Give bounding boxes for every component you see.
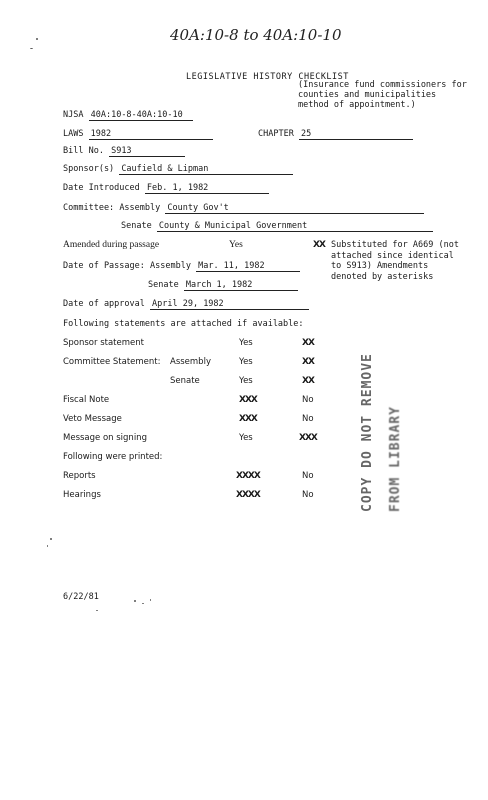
committee-assembly-value: County Gov't [165, 203, 424, 214]
passage-label: Date of Passage: [63, 261, 145, 271]
chapter-row [258, 129, 413, 140]
approval-row [63, 299, 309, 310]
stamp-line-1: COPY DO NOT REMOVE [360, 353, 375, 512]
sponsors-value: Caufield & Lipman [119, 164, 293, 175]
date-introduced-label: Date Introduced [63, 183, 140, 193]
statement-yes: Yes [239, 376, 253, 386]
statement-no: XXX [299, 433, 317, 443]
njsa-row [63, 110, 193, 121]
scan-speck [30, 48, 33, 49]
committee-row [63, 203, 424, 214]
printed-label: Reports [63, 471, 96, 481]
statement-no: XX [302, 376, 314, 386]
scan-speck [50, 538, 52, 540]
handwritten-header: 40A:10-8 to 40A:10-10 [170, 26, 342, 44]
statement-label: Committee Statement: [63, 357, 161, 367]
statement-label: Message on signing [63, 433, 147, 443]
chapter-label: CHAPTER [258, 129, 294, 139]
laws-row [63, 129, 213, 140]
statement-yes: XXX [239, 414, 257, 424]
printed-yes: XXXX [236, 490, 260, 500]
library-stamp [360, 292, 422, 512]
committee-label: Committee: [63, 203, 115, 213]
statement-yes: XXX [239, 395, 257, 405]
committee-senate-label: Senate [121, 221, 152, 231]
scan-speck [150, 599, 151, 601]
passage-senate-value: March 1, 1982 [184, 280, 298, 291]
passage-assembly-value: Mar. 11, 1982 [196, 261, 300, 272]
statement-sub: Assembly [170, 357, 211, 367]
footer-date: 6/22/81 [63, 592, 99, 602]
committee-senate-value: County & Municipal Government [157, 221, 433, 232]
scan-speck [47, 545, 48, 547]
approval-value: April 29, 1982 [150, 299, 309, 310]
page-title: LEGISLATIVE HISTORY CHECKLIST [186, 72, 349, 82]
passage-assembly-row [63, 261, 300, 272]
statement-yes: Yes [239, 433, 253, 443]
printed-yes: XXXX [236, 471, 260, 481]
statement-no: No [302, 414, 314, 424]
statement-no: XX [302, 338, 314, 348]
sponsors-row [63, 164, 293, 175]
attached-heading: Following statements are attached if available: [63, 319, 304, 329]
page-subtitle: (Insurance fund commissioners for counties and municipalities method of appointment.) [298, 80, 467, 110]
laws-value: 1982 [89, 129, 213, 140]
date-introduced-value: Feb. 1, 1982 [145, 183, 269, 194]
passage-senate-label: Senate [148, 280, 179, 290]
statement-yes: Yes [239, 338, 253, 348]
amend-note: Substituted for A669 (not attached since identical to S913) Amendments denoted by asterisks [331, 240, 459, 282]
bill-row [63, 146, 185, 157]
chapter-value: 25 [299, 129, 413, 140]
laws-label: LAWS [63, 129, 84, 139]
statement-label: Sponsor statement [63, 338, 144, 348]
sponsors-label: Sponsor(s) [63, 164, 115, 174]
committee-assembly-label: Assembly [119, 203, 161, 213]
statement-no: XX [302, 357, 314, 367]
amended-label: Amended during passage [63, 240, 160, 250]
printed-label: Hearings [63, 490, 101, 500]
statement-label: Fiscal Note [63, 395, 110, 405]
scan-speck [142, 603, 144, 604]
printed-no: No [302, 490, 314, 500]
amended-value: Yes [229, 240, 243, 250]
stamp-line-2: FROM LIBRARY [388, 406, 403, 512]
scan-speck [134, 600, 136, 602]
scan-speck [36, 38, 38, 40]
statement-sub: Senate [170, 376, 200, 386]
bill-value: S913 [109, 146, 185, 157]
committee-senate-row [121, 221, 433, 232]
date-introduced-row [63, 183, 269, 194]
approval-label: Date of approval [63, 299, 145, 309]
passage-senate-row [148, 280, 298, 291]
printed-heading: Following were printed: [63, 452, 163, 462]
njsa-value: 40A:10-8-40A:10-10 [89, 110, 193, 121]
statement-label: Veto Message [63, 414, 122, 424]
printed-no: No [302, 471, 314, 481]
statement-no: No [302, 395, 314, 405]
passage-assembly-label: Assembly [150, 261, 191, 271]
njsa-label: NJSA [63, 110, 84, 120]
bill-label: Bill No. [63, 146, 104, 156]
amend-mark: XX [313, 240, 325, 250]
scan-speck [96, 610, 98, 611]
statement-yes: Yes [239, 357, 253, 367]
